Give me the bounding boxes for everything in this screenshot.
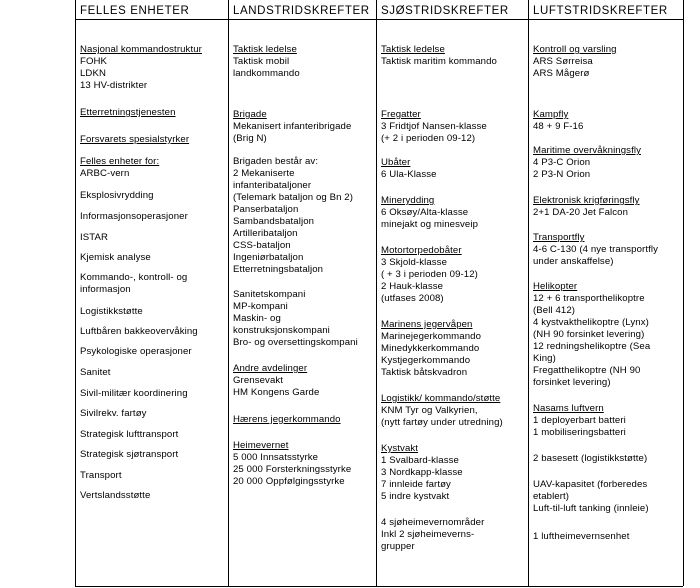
section-heading: Motortorpedobåter: [381, 245, 462, 256]
column-body: [529, 20, 683, 586]
list-item: Ingeniørbataljon: [233, 252, 304, 263]
list-item: Vertslandsstøtte: [80, 490, 151, 501]
list-item: 2+1 DA-20 Jet Falcon: [533, 207, 629, 218]
list-item: 2 Hauk-klasse: [381, 281, 444, 292]
list-item: 1 Svalbard-klasse: [381, 455, 459, 466]
list-item: (utfases 2008): [381, 293, 444, 304]
list-item: Sanitet: [80, 367, 111, 378]
list-item: 5 000 Innsatsstyrke: [233, 452, 319, 463]
column-header: LUFTSTRIDSKREFTER: [529, 0, 683, 20]
list-item: 13 HV-distrikter: [80, 80, 148, 91]
list-item: LDKN: [80, 68, 106, 79]
list-item: (Telemark bataljon og Bn 2): [233, 192, 354, 203]
list-item: Minedykkerkommando: [381, 343, 480, 354]
section-heading: Minerydding: [381, 195, 435, 206]
column-body: [377, 20, 528, 586]
list-item: Luftbåren bakkeovervåking: [80, 326, 198, 337]
list-item: Grensevakt: [233, 375, 284, 386]
list-item: Taktisk maritim kommando: [381, 56, 497, 67]
list-item: 12 redningshelikoptre (Sea: [533, 341, 651, 352]
list-item: ARS Sørreisa: [533, 56, 593, 67]
list-item: 6 Oksøy/Alta-klasse: [381, 207, 469, 218]
list-item: 48 + 9 F-16: [533, 121, 584, 132]
list-item: forsinket levering): [533, 377, 611, 388]
list-item: Transport: [80, 470, 122, 481]
list-item: Bro- og oversettingskompani: [233, 337, 358, 348]
section-heading: Nasjonal kommandostruktur: [80, 44, 202, 55]
column-sjostridskrefter: [377, 0, 529, 586]
section-heading: Marinens jegervåpen: [381, 319, 473, 330]
list-item: Brigaden består av:: [233, 156, 319, 167]
list-item: Marinejegerkommando: [381, 331, 482, 342]
section-heading: Brigade: [233, 109, 267, 120]
forces-table: [75, 0, 683, 587]
list-item: Maskin- og: [233, 313, 281, 324]
list-item: King): [533, 353, 556, 364]
section-heading: Fregatter: [381, 109, 421, 120]
list-item: ISTAR: [80, 232, 109, 243]
list-item: UAV-kapasitet (forberedes: [533, 479, 648, 490]
section-heading: Logistikk/ kommando/støtte: [381, 393, 501, 404]
list-item: Luft-til-luft tanking (innleie): [533, 503, 649, 514]
list-item: 5 indre kystvakt: [381, 491, 450, 502]
list-item: ARBC-vern: [80, 168, 130, 179]
list-item: Sivil-militær koordinering: [80, 388, 188, 399]
section-heading: Ubåter: [381, 157, 411, 168]
list-item: 1 deployerbart batteri: [533, 415, 626, 426]
list-item: 4-6 C-130 (4 nye transportfly: [533, 244, 659, 255]
section-heading: Etterretningstjenesten: [80, 107, 176, 118]
list-item: Strategisk lufttransport: [80, 429, 179, 440]
list-item: Panserbataljon: [233, 204, 299, 215]
list-item: HM Kongens Garde: [233, 387, 320, 398]
list-item: (Bell 412): [533, 305, 576, 316]
list-item: konstruksjonskompani: [233, 325, 330, 336]
list-item: Psykologiske operasjoner: [80, 346, 192, 357]
list-item: 7 innleide fartøy: [381, 479, 451, 490]
column-landstridskrefter: [229, 0, 377, 586]
list-item: Strategisk sjøtransport: [80, 449, 179, 460]
list-item: 2 P3-N Orion: [533, 169, 591, 180]
column-felles-enheter: [76, 0, 229, 586]
list-item: infanteribataljoner: [233, 180, 312, 191]
section-heading: Forsvarets spesialstyrker: [80, 134, 190, 145]
section-heading: Helikopter: [533, 281, 578, 292]
column-luftstridskrefter: [529, 0, 684, 586]
list-item: 12 + 6 transporthelikoptre: [533, 293, 645, 304]
list-item: ( + 3 i perioden 09-12): [381, 269, 478, 280]
section-heading: Kampfly: [533, 109, 569, 120]
list-item: Taktisk mobil: [233, 56, 290, 67]
list-item: grupper: [381, 541, 415, 552]
list-item: 1 luftheimevernsenhet: [533, 531, 630, 542]
list-item: ARS Mågerø: [533, 68, 590, 79]
list-item: (Brig N): [233, 133, 267, 144]
list-item: Artilleribataljon: [233, 228, 298, 239]
column-header: FELLES ENHETER: [76, 0, 228, 20]
list-item: CSS-bataljon: [233, 240, 291, 251]
column-body: [229, 20, 376, 586]
list-item: Inkl 2 sjøheimeverns-: [381, 529, 475, 540]
list-item: Sanitetskompani: [233, 289, 306, 300]
list-item: Eksplosivrydding: [80, 190, 154, 201]
list-item: Kjemisk analyse: [80, 252, 151, 263]
list-item: 6 Ula-Klasse: [381, 169, 437, 180]
list-item: Sambandsbataljon: [233, 216, 315, 227]
list-item: 25 000 Forsterkningsstyrke: [233, 464, 352, 475]
list-item: Fregatthelikoptre (NH 90: [533, 365, 641, 376]
list-item: landkommando: [233, 68, 300, 79]
list-item: 3 Fridtjof Nansen-klasse: [381, 121, 487, 132]
section-heading: Andre avdelinger: [233, 363, 308, 374]
list-item: under anskaffelse): [533, 256, 614, 267]
column-header: LANDSTRIDSKREFTER: [229, 0, 376, 20]
section-heading: Kontroll og varsling: [533, 44, 617, 55]
section-heading: Felles enheter for:: [80, 156, 160, 167]
section-heading: Kystvakt: [381, 443, 419, 454]
list-item: informasjon: [80, 284, 131, 295]
column-body: [76, 20, 228, 586]
list-item: 3 Nordkapp-klasse: [381, 467, 463, 478]
list-item: 20 000 Oppfølgingsstyrke: [233, 476, 345, 487]
section-heading: Nasams luftvern: [533, 403, 604, 414]
list-item: 4 kystvakthelikoptre (Lynx): [533, 317, 649, 328]
list-item: 4 P3-C Orion: [533, 157, 591, 168]
list-item: Logistikkstøtte: [80, 306, 143, 317]
list-item: Etterretningsbataljon: [233, 264, 324, 275]
list-item: KNM Tyr og Valkyrien,: [381, 405, 478, 416]
section-heading: Taktisk ledelse: [233, 44, 297, 55]
list-item: 1 mobiliseringsbatteri: [533, 427, 626, 438]
list-item: FOHK: [80, 56, 108, 67]
column-header: SJØSTRIDSKREFTER: [377, 0, 528, 20]
section-heading: Taktisk ledelse: [381, 44, 445, 55]
list-item: 2 basesett (logistikkstøtte): [533, 453, 648, 464]
list-item: Taktisk båtskvadron: [381, 367, 468, 378]
list-item: 3 Skjold-klasse: [381, 257, 448, 268]
list-item: Informasjonsoperasjoner: [80, 211, 188, 222]
list-item: Kystjegerkommando: [381, 355, 471, 366]
list-item: 4 sjøheimevernområder: [381, 517, 485, 528]
section-heading: Heimevernet: [233, 440, 289, 451]
list-item: minejakt og minesveip: [381, 219, 479, 230]
list-item: MP-kompani: [233, 301, 288, 312]
list-item: Sivilrekv. fartøy: [80, 408, 147, 419]
section-heading: Transportfly: [533, 232, 585, 243]
list-item: (nytt fartøy under utredning): [381, 417, 503, 428]
list-item: (NH 90 forsinket levering): [533, 329, 645, 340]
section-heading: Maritime overvåkningsfly: [533, 145, 641, 156]
list-item: 2 Mekaniserte: [233, 168, 295, 179]
list-item: Kommando-, kontroll- og: [80, 272, 188, 283]
list-item: Mekanisert infanteribrigade: [233, 121, 352, 132]
list-item: (+ 2 i perioden 09-12): [381, 133, 476, 144]
section-heading: Hærens jegerkommando: [233, 414, 341, 425]
list-item: etablert): [533, 491, 570, 502]
section-heading: Elektronisk krigføringsfly: [533, 195, 640, 206]
